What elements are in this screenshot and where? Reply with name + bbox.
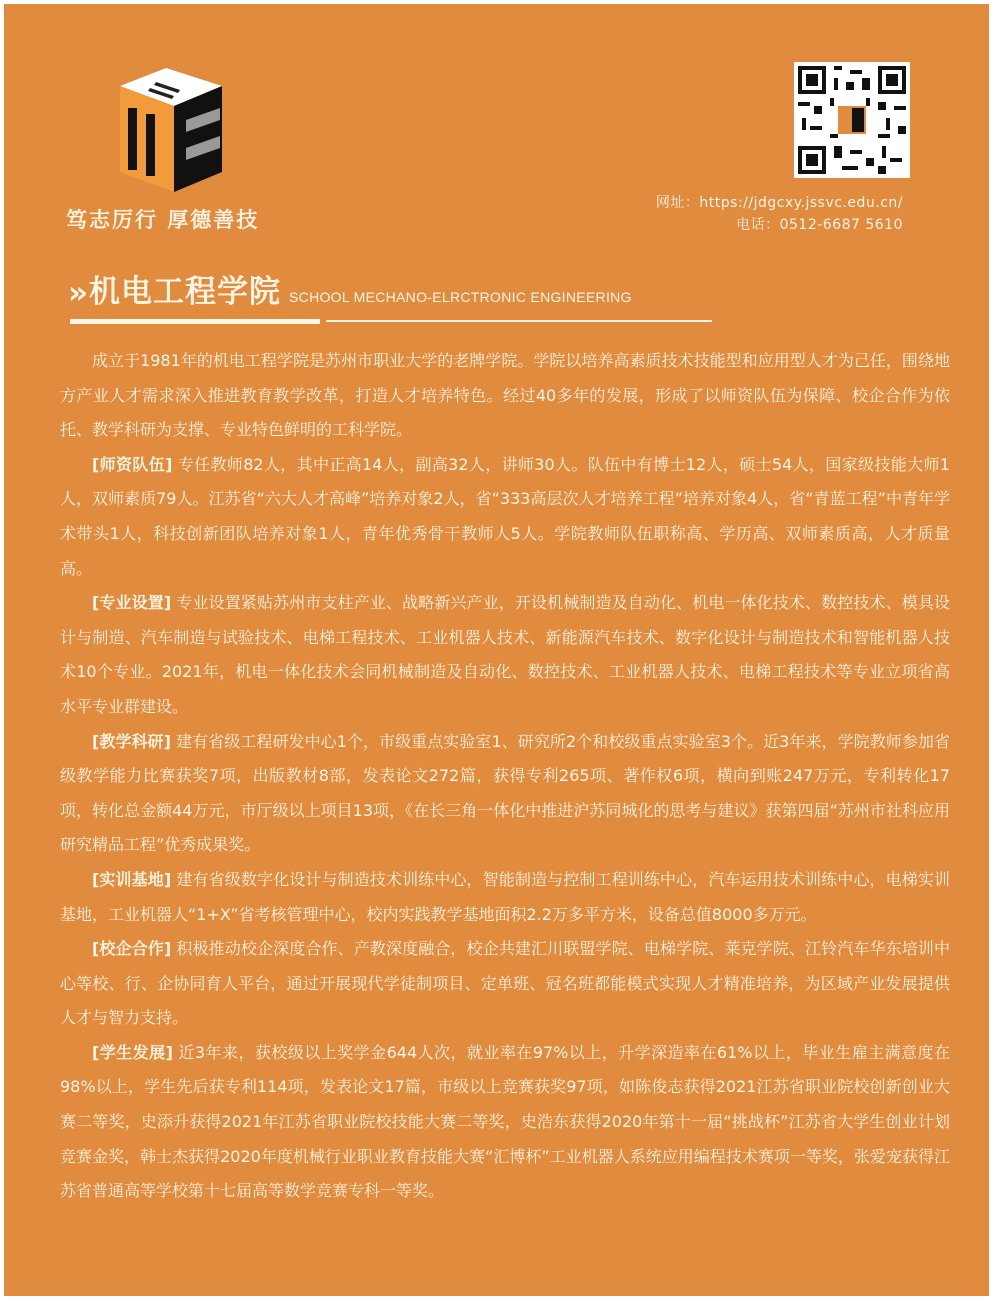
page-title: 机电工程学院 xyxy=(89,274,282,310)
page-subtitle: SCHOOL MECHANO-ELRCTRONIC ENGINEERING xyxy=(289,289,632,305)
phone-number: 电话：0512-6687 5610 xyxy=(736,217,903,233)
paragraph-research: [教学科研] 建有省级工程研发中心1个，市级重点实验室1、研究所2个和校级重点实验室3个。近3年来，学院教师参加省级教学能力比赛获奖7项，出版教材8部，发表论文272篇，获得专利265项、著作权6项，横向到账247万元，专利转化17项，转化总金额44万元，市厅级以上项目13项，《在长三角一体化中推进沪苏同城化的思考与建议》获第四届“苏州市社科应用研究精品工程”优秀成果奖。 xyxy=(60,731,950,855)
page-panel xyxy=(4,4,989,1296)
paragraph-intro: 成立于1981年的机电工程学院是苏州市职业大学的老牌学院。学院以培养高素质技术技能型和应用型人才为己任，围绕地方产业人才需求深入推进教育教学改革，打造人才培养特色。经过40多年的发展，形成了以师资队伍为保障、校企合作为依托、教学科研为支撑、专业特色鲜明的工科学院。 xyxy=(60,351,950,440)
contact-info xyxy=(656,192,903,236)
website-link[interactable]: 网址：https://jdgcxy.jssvc.edu.cn/ xyxy=(655,195,903,211)
article-body xyxy=(60,344,950,1209)
paragraph-training-base: [实训基地] 建有省级数字化设计与制造技术训练中心，智能制造与控制工程训练中心，汽车运用技术训练中心，电梯实训基地，工业机器人“1+X”省考核管理中心，校内实践教学基地面积2.2万多平方米，设备总值8000多万元。 xyxy=(60,869,950,924)
qr-code-icon[interactable] xyxy=(794,62,910,178)
chevron-right-icon: » xyxy=(68,275,90,311)
title-underline-thin xyxy=(326,320,712,322)
motto: 笃志厉行 厚德善技 xyxy=(66,208,260,232)
section-title xyxy=(68,266,632,311)
section-tag: [师资队伍] xyxy=(92,454,173,474)
section-tag: [校企合作] xyxy=(92,939,172,959)
paragraph-cooperation: [校企合作] 积极推动校企深度合作、产教深度融合，校企共建汇川联盟学院、电梯学院、莱克学院、江铃汽车华东培训中心等校、行、企协同育人平台，通过开展现代学徒制项目、定单班、冠名班都能模式实现人才精准培养，为区域产业发展提供人才与智力支持。 xyxy=(60,939,950,1028)
title-underline-thick xyxy=(70,319,320,324)
me-cube-logo-icon xyxy=(116,68,226,192)
section-tag: [学生发展] xyxy=(92,1042,173,1062)
section-tag: [专业设置] xyxy=(92,593,172,613)
paragraph-faculty: [师资队伍] 专任教师82人，其中正高14人，副高32人，讲师30人。队伍中有博士12人，硕士54人，国家级技能大师1人，双师素质79人。江苏省“六大人才高峰”培养对象2人，省“333高层次人才培养工程”培养对象4人，省“青蓝工程”中青年学术带头1人，科技创新团队培养对象1人，青年优秀骨干教师人5人。学院教师队伍职称高、学历高、双师素质高，人才质量高。 xyxy=(60,454,950,578)
paragraph-students: [学生发展] 近3年来，获校级以上奖学金644人次，就业率在97%以上，升学深造率在61%以上，毕业生雇主满意度在98%以上，学生先后获专利114项，发表论文17篇，市级以上竞赛获奖97项，如陈俊志获得2021江苏省职业院校创新创业大赛二等奖，史添升获得2021年江苏省职业院校技能大赛二等奖，史浩东获得2020年第十一届“挑战杯”江苏省大学生创业计划竞赛金奖，韩士杰获得2020年度机械行业职业教育技能大赛“汇博杯”工业机器人系统应用编程技术赛项一等奖，张爱宠获得江苏省普通高等学校第十七届高等数学竞赛专科一等奖。 xyxy=(60,1042,950,1201)
section-tag: [实训基地] xyxy=(92,869,172,889)
paragraph-majors: [专业设置] 专业设置紧贴苏州市支柱产业、战略新兴产业，开设机械制造及自动化、机电一体化技术、数控技术、模具设计与制造、汽车制造与试验技术、电梯工程技术、工业机器人技术、新能源汽车技术、数字化设计与制造技术和智能机器人技术10个专业。2021年，机电一体化技术会同机械制造及自动化、数控技术、工业机器人技术、电梯工程技术等专业立项省高水平专业群建设。 xyxy=(60,593,950,716)
section-tag: [教学科研] xyxy=(92,731,171,751)
